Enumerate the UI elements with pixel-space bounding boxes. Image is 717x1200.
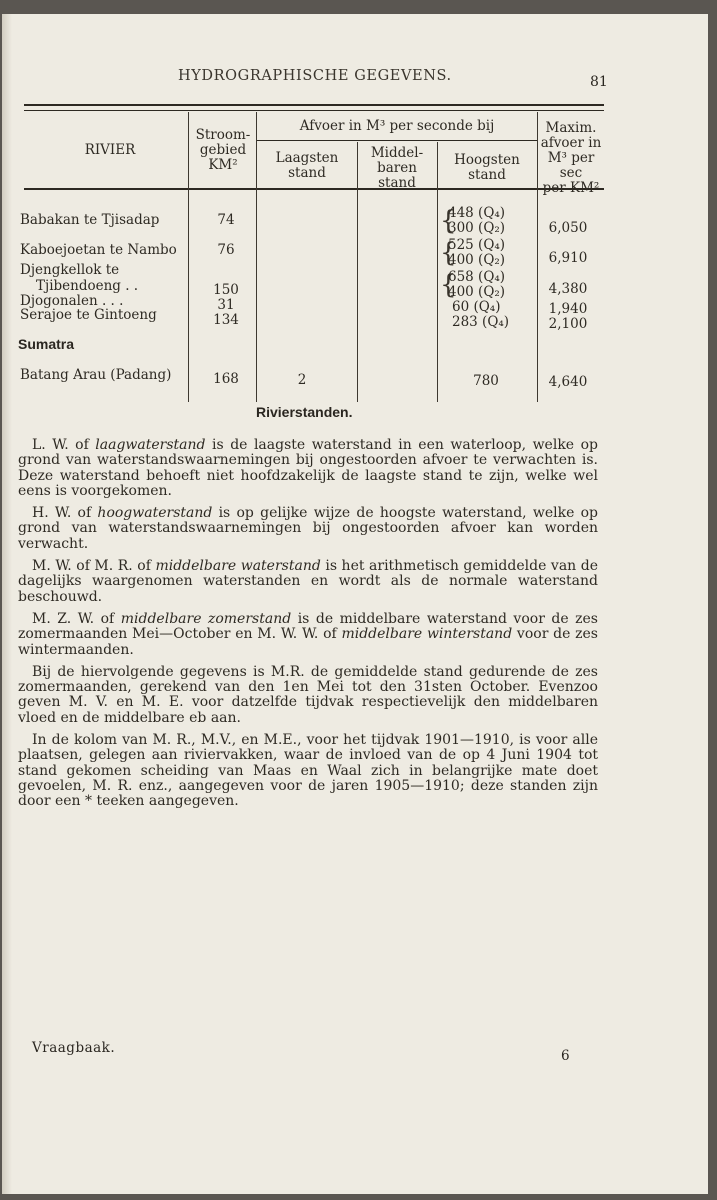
footer-title: Vraagbaak. [32, 1040, 116, 1056]
col-rule-2 [256, 112, 257, 402]
section-heading: Rivierstanden. [256, 404, 353, 420]
table-row-max: 2,100 [548, 316, 588, 332]
paragraph-kolom: In de kolom van M. R., M.V., en M.E., voor het tijdvak 1901—1910, is voor alle plaatsen, gelegen aan riviervakken, waar de invloed van de op 4 Juni 1904 tot stand gekomen scheiding van Maas en Waal zich in belangrijke mate doet gevoelen, M. R. enz., aangegeven voor de jaren 1905—1910; deze standen zijn door een * teeken aangegeven. [18, 732, 598, 810]
table-row-high-1: 780 [473, 373, 499, 389]
table-row-high-2: 300 (Q₂) [448, 220, 506, 236]
header-middelbaren [358, 146, 436, 191]
paragraph-lw: L. W. of laagwaterstand is de laagste waterstand in een waterloop, welke op grond van waterstandswaarnemingen bij ongestoorden afvoer te verwachten is. Deze waterstand behoeft niet hoofdzakelijk de laagste stand te zijn, welke wel eens is voorgekomen. [18, 437, 598, 499]
section-sumatra: Sumatra [18, 336, 75, 352]
header-middelbaren-line-3: stand [378, 175, 416, 191]
table-top-rule-thin [24, 110, 604, 111]
header-stroomgebied [190, 128, 256, 173]
afvoer-group-rule [256, 140, 538, 141]
paragraph-mzw: M. Z. W. of middelbare zomerstand is de middelbare waterstand voor de zes zomermaanden Mei—October en M. W. W. of middelbare winterstand voor de zes wintermaanden. [18, 610, 598, 658]
table-row-high-1: 525 (Q₄) [448, 237, 506, 253]
definitions-body [18, 438, 598, 817]
discharge-table [0, 0, 717, 420]
table-row-river: Djengkellok te [20, 262, 120, 278]
header-laagsten-line-2: stand [288, 165, 326, 181]
header-laagsten [258, 151, 356, 181]
header-middelbaren-line-2: baren [377, 160, 417, 176]
header-maxim-line-4: sec [559, 165, 583, 181]
table-row-area: 76 [217, 242, 235, 258]
header-maxim-line-1: Maxim. [545, 120, 597, 136]
header-laagsten-line-1: Laagsten [275, 150, 339, 166]
table-row-low: 2 [297, 372, 307, 388]
footer-signature-mark: 6 [561, 1048, 570, 1064]
table-row-area: 168 [213, 371, 239, 387]
header-hoogsten-line-1: Hoogsten [454, 152, 520, 168]
table-row-river: Tjibendoeng . . [36, 278, 139, 294]
table-row-high-1: 658 (Q₄) [448, 269, 506, 285]
header-stroomgebied-line-3: KM² [208, 157, 238, 173]
table-row-max: 6,910 [548, 250, 588, 266]
page-number: 81 [590, 74, 608, 90]
header-rivier: RIVIER [84, 142, 136, 158]
paragraph-hw: H. W. of hoogwaterstand is op gelijke wijze de hoogste waterstand, welke op grond van waterstandswaarnemingen bij ongestoorden afvoer kan worden verwacht. [18, 505, 599, 552]
header-hoogsten-line-2: stand [468, 167, 506, 183]
brace-icon: { [440, 270, 457, 300]
table-row-max: 4,640 [548, 374, 588, 390]
table-row-high-2: 400 (Q₂) [448, 284, 506, 300]
header-maxim-line-3: M³ per [547, 150, 595, 166]
paragraph-mr: Bij de hiervolgende gegevens is M.R. de gemiddelde stand gedurende de zes zomermaanden, gerekend van den 1en Mei tot den 31sten October. Evenzoo geven M. V. en M. E. voor datzelfde tijdvak respectievelijk den middelbaren vloed en de middelbare eb aan. [18, 663, 598, 726]
running-head: HYDROGRAPHISCHE GEGEVENS. [178, 68, 452, 84]
table-row-max: 6,050 [548, 220, 588, 236]
table-row-area: 31 [217, 297, 235, 313]
header-afvoer-group: Afvoer in M³ per seconde bij [299, 118, 495, 134]
header-middelbaren-line-1: Middel- [370, 145, 424, 161]
table-row-area: 134 [213, 312, 239, 328]
table-row-high-1: 283 (Q₄) [452, 314, 510, 330]
table-row-high-2: 400 (Q₂) [448, 252, 506, 268]
brace-icon: { [440, 206, 457, 236]
table-row-river: Babakan te Tjisadap [20, 212, 160, 228]
table-top-rule [24, 104, 604, 106]
table-row-river: Kaboejoetan te Nambo [20, 242, 177, 258]
table-row-river: Batang Arau (Padang) [20, 367, 172, 383]
table-row-area: 74 [217, 212, 235, 228]
header-maxim [538, 121, 604, 196]
table-row-area: 150 [213, 282, 239, 298]
header-stroomgebied-line-1: Stroom- [195, 127, 251, 143]
table-header-rule [24, 188, 604, 190]
col-rule-1 [188, 112, 189, 402]
header-hoogsten [438, 153, 536, 183]
table-row-max: 1,940 [548, 301, 588, 317]
table-row-river: Serajoe te Gintoeng [20, 307, 157, 323]
header-maxim-line-2: afvoer in [540, 135, 602, 151]
header-stroomgebied-line-2: gebied [199, 142, 247, 158]
table-row-max: 4,380 [548, 281, 588, 297]
table-row-river: Djogonalen . . . [20, 293, 124, 309]
header-maxim-line-5: per KM² [542, 180, 600, 196]
brace-icon: { [440, 238, 457, 268]
table-row-high-1: 448 (Q₄) [448, 205, 506, 221]
paragraph-mw: M. W. of M. R. of middelbare waterstand is het arithmetisch gemiddelde van de dagelijks waargenomen waterstanden en wordt als de normale waterstand beschouwd. [18, 558, 598, 605]
table-row-high-1: 60 (Q₄) [452, 299, 501, 315]
